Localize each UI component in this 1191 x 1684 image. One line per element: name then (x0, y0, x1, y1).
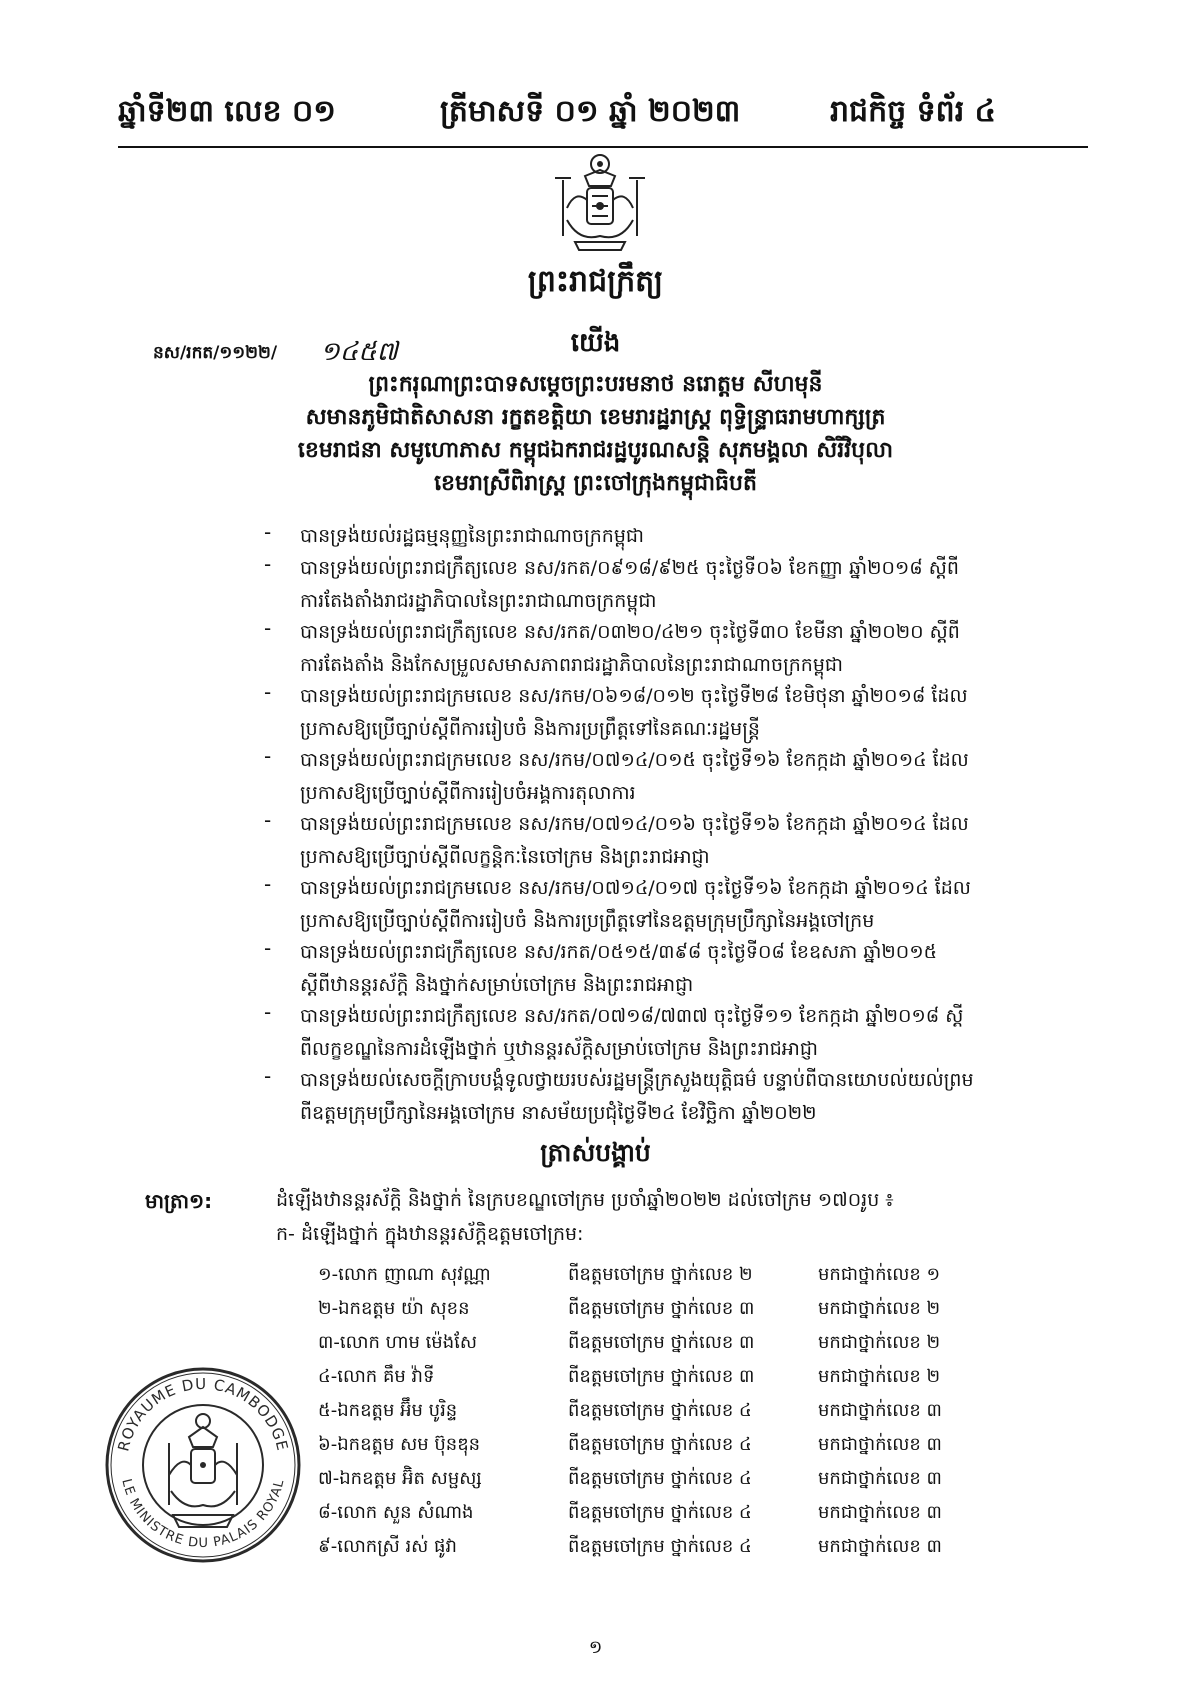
promotion-row (318, 1398, 1038, 1432)
promotion-from: ពីឧត្តមចៅក្រម ថ្នាក់លេខ ៤ (568, 1434, 752, 1455)
promotion-name: ៧-ឯកឧត្តម អ៊ិត សម្ផស្ស (318, 1468, 482, 1489)
promotion-name: ៣-លោក ហាម ម៉េងសែ (318, 1332, 478, 1353)
promotion-to: មកជាថ្នាក់លេខ ២ (818, 1298, 941, 1319)
article-text: ដំឡើងឋានន្តរស័ក្តិ និងថ្នាក់ នៃក្របខណ្ឌចៅក្រម ប្រចាំឆ្នាំ២០២២ ដល់ចៅក្រម ១៧០រូប ៖ (276, 1189, 894, 1211)
citation-dash: - (264, 1000, 272, 1024)
promotion-row (318, 1296, 1038, 1330)
king-title-line: ខេមរាជនា សមូហោភាស កម្ពុជឯករាជរដ្ឋបូរណសន្តិ សុភមង្គលា សិរីវិបុលា (297, 438, 894, 463)
citation-dash: - (264, 520, 272, 544)
promotion-to: មកជាថ្នាក់លេខ ២ (818, 1366, 941, 1387)
promotion-row (318, 1432, 1038, 1466)
citation-dash: - (264, 872, 272, 896)
promotion-name: ១-លោក ញាណា សុវណ្ណា (318, 1264, 491, 1285)
header-gazette-page: រាជកិច្ច ទំព័រ ៤ (830, 94, 996, 129)
promotion-name: ៥-ឯកឧត្តម អ៊ឹម បូរិន្ទ (318, 1400, 458, 1421)
coat-of-arms-icon (545, 150, 655, 255)
king-title-line: សមានភូមិជាតិសាសនា រក្ខតខត្តិយា ខេមរារដ្ឋរាស្ត្រ ពុទ្ធិន្ទ្រាធរាមហាក្សត្រ (305, 405, 886, 430)
article-label: មាត្រា១: (145, 1189, 213, 1213)
promotion-from: ពីឧត្តមចៅក្រម ថ្នាក់លេខ ៤ (568, 1468, 752, 1489)
promotion-from: ពីឧត្តមចៅក្រម ថ្នាក់លេខ ៣ (568, 1298, 755, 1319)
promotion-row (318, 1364, 1038, 1398)
promotion-from: ពីឧត្តមចៅក្រម ថ្នាក់លេខ ៤ (568, 1536, 752, 1557)
decree-we: យើង (570, 328, 621, 358)
promotion-from: ពីឧត្តមចៅក្រម ថ្នាក់លេខ ៣ (568, 1366, 755, 1387)
promotion-to: មកជាថ្នាក់លេខ ៣ (818, 1502, 942, 1523)
citation-dash: - (264, 936, 272, 960)
header-volume: ឆ្នាំទី២៣ លេខ ០១ (118, 94, 336, 129)
promotion-to: មកជាថ្នាក់លេខ ៣ (818, 1400, 942, 1421)
promotion-row (318, 1534, 1038, 1568)
citation-dash: - (264, 1064, 272, 1088)
page-number: ១ (588, 1637, 603, 1658)
promotion-row (318, 1330, 1038, 1364)
citation-dash: - (264, 808, 272, 832)
citation-dash: - (264, 552, 272, 576)
citation-dash: - (264, 680, 272, 704)
promotion-name: ៩-លោកស្រី រស់ ផូវា (318, 1536, 457, 1557)
king-title-line: ខេមរាស្រីពិរាស្ត្រ ព្រះចៅក្រុងកម្ពុជាធិបតី (434, 471, 757, 496)
promotion-name: ៤-លោក គឹម វ៉ាទី (318, 1366, 435, 1387)
promotion-row (318, 1466, 1038, 1500)
promotion-to: មកជាថ្នាក់លេខ ២ (818, 1332, 941, 1353)
promotion-row (318, 1262, 1038, 1296)
header-rule (118, 146, 1088, 148)
decree-handwritten-number: ១៤៥៧ (320, 337, 398, 367)
promotion-row (318, 1500, 1038, 1534)
seal-top-text: ROYAUME DU CAMBODGE (114, 1374, 292, 1454)
citation-dash: - (264, 744, 272, 768)
promotion-name: ៨-លោក សួន សំណាង (318, 1502, 474, 1523)
promotion-to: មកជាថ្នាក់លេខ ៣ (818, 1536, 942, 1557)
article-subheading: ក- ដំឡើងថ្នាក់ ក្នុងឋានន្តរស័ក្តិឧត្តមចៅក្រម: (276, 1223, 584, 1245)
promotion-name: ២-ឯកឧត្តម យ៉ា សុខន (318, 1298, 470, 1319)
section-title: ត្រាស់បង្គាប់ (540, 1138, 651, 1167)
promotion-to: មកជាថ្នាក់លេខ ៣ (818, 1468, 942, 1489)
promotion-from: ពីឧត្តមចៅក្រម ថ្នាក់លេខ ៣ (568, 1332, 755, 1353)
royal-palace-seal-icon (103, 1365, 303, 1565)
king-title-line: ព្រះករុណាព្រះបាទសម្តេចព្រះបរមនាថ នរោត្តម សីហមុនី (368, 372, 823, 397)
promotion-from: ពីឧត្តមចៅក្រម ថ្នាក់លេខ ៤ (568, 1502, 752, 1523)
decree-title: ព្រះរាជក្រឹត្យ (527, 264, 664, 299)
header-quarter: ត្រីមាសទី ០១ ឆ្នាំ ២០២៣ (440, 94, 741, 129)
promotion-to: មកជាថ្នាក់លេខ ១ (818, 1264, 941, 1285)
promotion-to: មកជាថ្នាក់លេខ ៣ (818, 1434, 942, 1455)
citation-dash: - (264, 616, 272, 640)
promotion-from: ពីឧត្តមចៅក្រម ថ្នាក់លេខ ៤ (568, 1400, 752, 1421)
seal-bottom-text: LE MINISTRE DU PALAIS ROYAL (118, 1477, 288, 1552)
decree-reference: នស/រកត/១១២២/ (153, 343, 278, 363)
promotion-name: ៦-ឯកឧត្តម សម ប៊ុនឌុន (318, 1434, 481, 1455)
promotion-from: ពីឧត្តមចៅក្រម ថ្នាក់លេខ ២ (568, 1264, 753, 1285)
